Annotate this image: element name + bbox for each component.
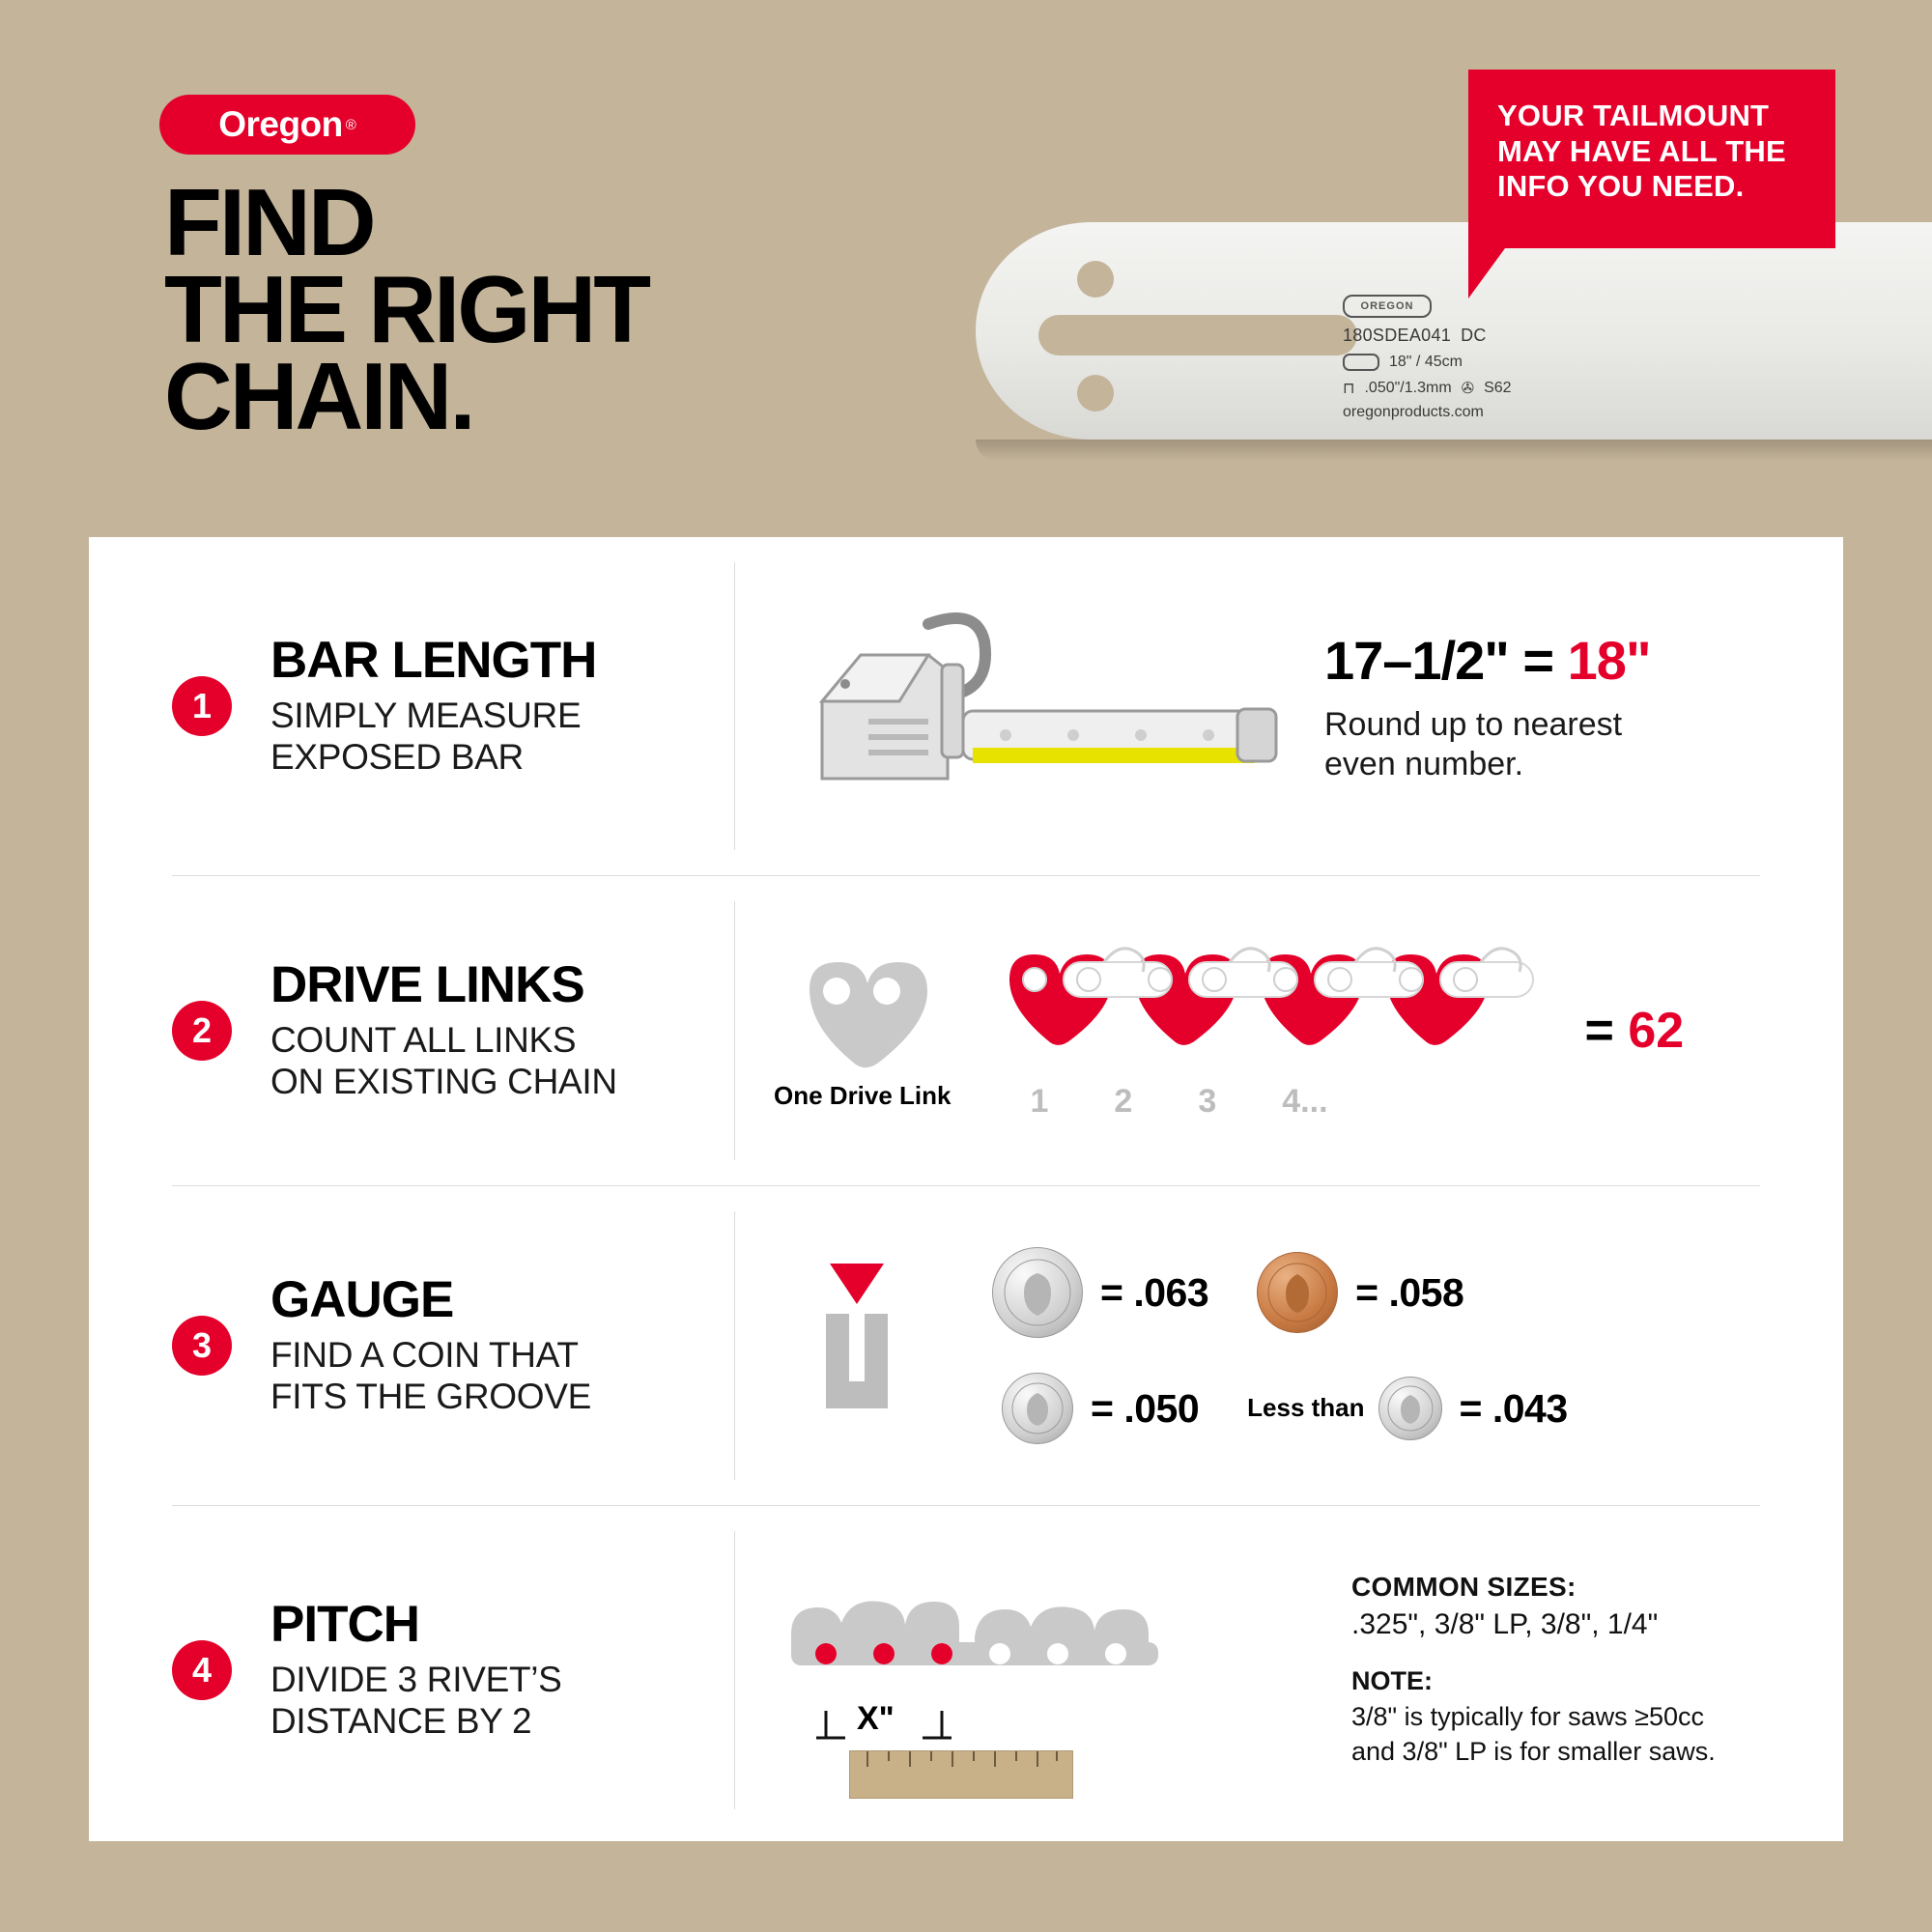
step-1-note-line-2: even number.: [1324, 745, 1524, 782]
tailmount-logo: OREGON: [1343, 295, 1432, 318]
tailmount-gauge: .050"/1.3mm: [1364, 380, 1452, 396]
logo-registered-mark: ®: [345, 116, 356, 133]
logo-text: Oregon: [218, 104, 343, 144]
tailmount-callout-text: YOUR TAILMOUNT MAY HAVE ALL THE INFO YOU NEED.: [1497, 99, 1786, 204]
callout-tail: [1468, 248, 1505, 298]
page-title: [164, 169, 898, 450]
step-pitch: [89, 1506, 1843, 1834]
pitch-measure-bracket: [781, 1711, 1226, 1755]
step-1-measured: 17–1/2" =: [1324, 629, 1554, 691]
step-4-title: PITCH: [270, 1595, 419, 1653]
pitch-x-label: X": [857, 1699, 895, 1737]
groove-icon: [781, 1254, 946, 1437]
headline-line-2: THE RIGHT: [164, 256, 649, 363]
step-1-result: 18": [1567, 629, 1651, 691]
guide-bar-hole-bottom: [1077, 375, 1114, 412]
penny-gauge-value: = .058: [1355, 1269, 1464, 1315]
step-2-title: DRIVE LINKS: [270, 955, 584, 1013]
step-2-subtitle-line-2: ON EXISTING CHAIN: [270, 1061, 617, 1101]
tailmount-length: 18" / 45cm: [1389, 354, 1463, 370]
step-2-art: [735, 876, 1760, 1185]
pitch-note-line-1: 3/8" is typically for saws ≥50cc: [1351, 1702, 1705, 1732]
dime-less-gauge-value: = .043: [1459, 1385, 1568, 1431]
step-3-art: [735, 1186, 1760, 1505]
chainsaw-icon: [783, 595, 1286, 817]
ruler-icon: [849, 1750, 1073, 1799]
pitch-note-header: NOTE:: [1351, 1666, 1433, 1696]
tailmount-callout: [1468, 70, 1835, 248]
tailmount-length-row: [1343, 354, 1662, 371]
tailmount-sku-row: [1343, 326, 1662, 346]
drive-link-icon: [790, 951, 935, 1076]
step-2-labels: [270, 955, 734, 1102]
bar-icon: [1343, 354, 1379, 371]
step-1-labels: [270, 631, 734, 778]
guide-bar-shadow: [976, 440, 1932, 461]
step-1-art: [735, 537, 1760, 875]
guide-bar-hole-top: [1077, 261, 1114, 298]
step-1-title: BAR LENGTH: [270, 631, 597, 689]
drive-link-count-1: 1: [1030, 1083, 1049, 1120]
tailmount-sku: 180SDEA041: [1343, 326, 1452, 345]
tailmount-drive-links: S62: [1484, 380, 1512, 396]
step-2-subtitle-line-1: COUNT ALL LINKS: [270, 1019, 577, 1060]
step-1-subtitle-line-1: SIMPLY MEASURE: [270, 695, 582, 735]
step-number-3: 3: [172, 1316, 232, 1376]
pitch-common-values: .325", 3/8" LP, 3/8", 1/4": [1351, 1608, 1659, 1641]
step-1-subtitle-line-2: EXPOSED BAR: [270, 736, 524, 777]
penny-coin-icon: [1257, 1252, 1338, 1333]
step-gauge: [89, 1186, 1843, 1505]
step-bar-length: [89, 537, 1843, 875]
tailmount-code: DC: [1461, 326, 1487, 345]
quarter-coin-icon: [992, 1247, 1083, 1338]
pitch-note-line-2: and 3/8" LP is for smaller saws.: [1351, 1736, 1716, 1766]
dime-small-coin-icon: [1378, 1377, 1442, 1440]
step-1-note-line-1: Round up to nearest: [1324, 705, 1623, 743]
step-number-2: 2: [172, 1001, 232, 1061]
drive-link-count-3: 3: [1198, 1083, 1217, 1120]
drive-link-total-value: 62: [1628, 1003, 1685, 1059]
step-4-art: [735, 1506, 1760, 1834]
step-3-labels: [270, 1270, 734, 1417]
step-4-subtitle-line-1: DIVIDE 3 RIVET’S: [270, 1659, 562, 1699]
one-drive-link-label: One Drive Link: [774, 1081, 952, 1110]
guide-bar-slot: [1038, 315, 1357, 355]
drive-link-total-prefix: =: [1584, 1003, 1614, 1059]
header: [0, 0, 1932, 541]
drive-link-total: [1585, 1002, 1685, 1060]
tailmount-gauge-row: [1343, 379, 1662, 398]
chain-strip-icon: [1000, 941, 1541, 1086]
step-1-equation: [1324, 629, 1651, 692]
steps-card: [89, 537, 1843, 1841]
step-number-1: 1: [172, 676, 232, 736]
step-3-title: GAUGE: [270, 1270, 454, 1328]
chain-icon: ✇: [1461, 381, 1475, 397]
drive-link-count-4: 4...: [1282, 1083, 1328, 1120]
pitch-chain-icon: [781, 1586, 1226, 1712]
pitch-common-header: COMMON SIZES:: [1351, 1572, 1577, 1603]
step-3-subtitle-line-2: FITS THE GROOVE: [270, 1376, 591, 1416]
dime-coin-icon: [1002, 1373, 1073, 1444]
dime-gauge-value: = .050: [1091, 1385, 1200, 1431]
step-number-4: 4: [172, 1640, 232, 1700]
step-drive-links: [89, 876, 1843, 1185]
step-4-subtitle-line-2: DISTANCE BY 2: [270, 1700, 532, 1741]
headline-line-1: FIND: [164, 169, 374, 275]
drive-link-count-2: 2: [1114, 1083, 1133, 1120]
tailmount-stamp: [1343, 295, 1662, 421]
oregon-logo: [159, 95, 415, 155]
gauge-icon: ⊓: [1343, 381, 1355, 397]
quarter-gauge-value: = .063: [1100, 1269, 1209, 1315]
step-4-labels: [270, 1595, 734, 1742]
tailmount-url: oregonproducts.com: [1343, 404, 1484, 420]
step-3-subtitle-line-1: FIND A COIN THAT: [270, 1334, 579, 1375]
less-than-label: Less than: [1247, 1393, 1365, 1423]
headline-line-3: CHAIN.: [164, 343, 473, 450]
